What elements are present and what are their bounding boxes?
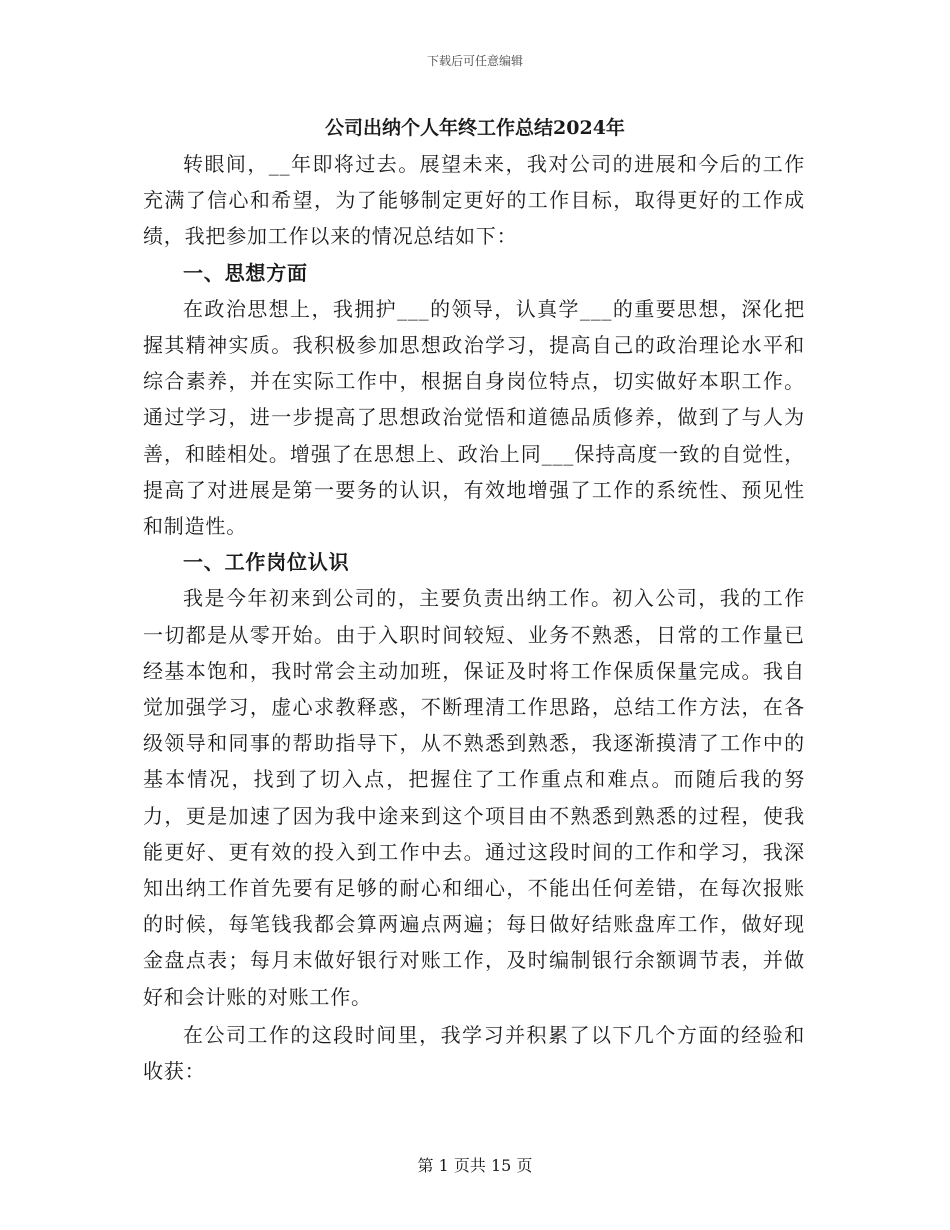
- document-title: 公司出纳个人年终工作总结2024年: [325, 117, 625, 139]
- document-body: [143, 146, 805, 1089]
- intro-paragraph: 转眼间，__年即将过去。展望未来，我对公司的进展和今后的工作充满了信心和希望，为了能够制定更好的工作目标，取得更好的工作成绩，我把参加工作以来的情况总结如下：: [143, 152, 805, 249]
- page-header: 下载后可任意编辑: [426, 54, 523, 68]
- section-paragraph-experience-intro: 在公司工作的这段时间里，我学习并积累了以下几个方面的经验和收获：: [143, 1022, 805, 1084]
- page-footer: 第 1 页共 15 页: [417, 1156, 533, 1175]
- section-heading-job-role: 一、工作岗位认识: [183, 550, 350, 575]
- section-paragraph-thought: 在政治思想上，我拥护___的领导，认真学___的重要思想，深化把握其精神实质。我积极参加思想政治学习，提高自己的政治理论水平和综合素养，并在实际工作中，根据自身岗位特点，切实做好本职工作。通过学习，进一步提高了思想政治觉悟和道德品质修养，做到了与人为善，和睦相处。增强了在思想上、政治上同___保持高度一致的自觉性，提高了对进展是第一要务的认识，有效地增强了工作的系统性、预见性和制造性。: [143, 296, 805, 539]
- section-paragraph-job-role: 我是今年初来到公司的，主要负责出纳工作。初入公司，我的工作一切都是从零开始。由于入职时间较短、业务不熟悉，日常的工作量已经基本饱和，我时常会主动加班，保证及时将工作保质保量完成。我自觉加强学习，虚心求教释惑，不断理清工作思路，总结工作方法，在各级领导和同事的帮助指导下，从不熟悉到熟悉，我逐渐摸清了工作中的基本情况，找到了切入点，把握住了工作重点和难点。而随后我的努力，更是加速了因为我中途来到这个项目由不熟悉到熟悉的过程，使我能更好、更有效的投入到工作中去。通过这段时间的工作和学习，我深知出纳工作首先要有足够的耐心和细心，不能出任何差错，在每次报账的时候，每笔钱我都会算两遍点两遍；每日做好结账盘库工作，做好现金盘点表；每月末做好银行对账工作，及时编制银行余额调节表，并做好和会计账的对账工作。: [143, 586, 805, 1009]
- section-heading-thought: 一、思想方面: [183, 260, 308, 285]
